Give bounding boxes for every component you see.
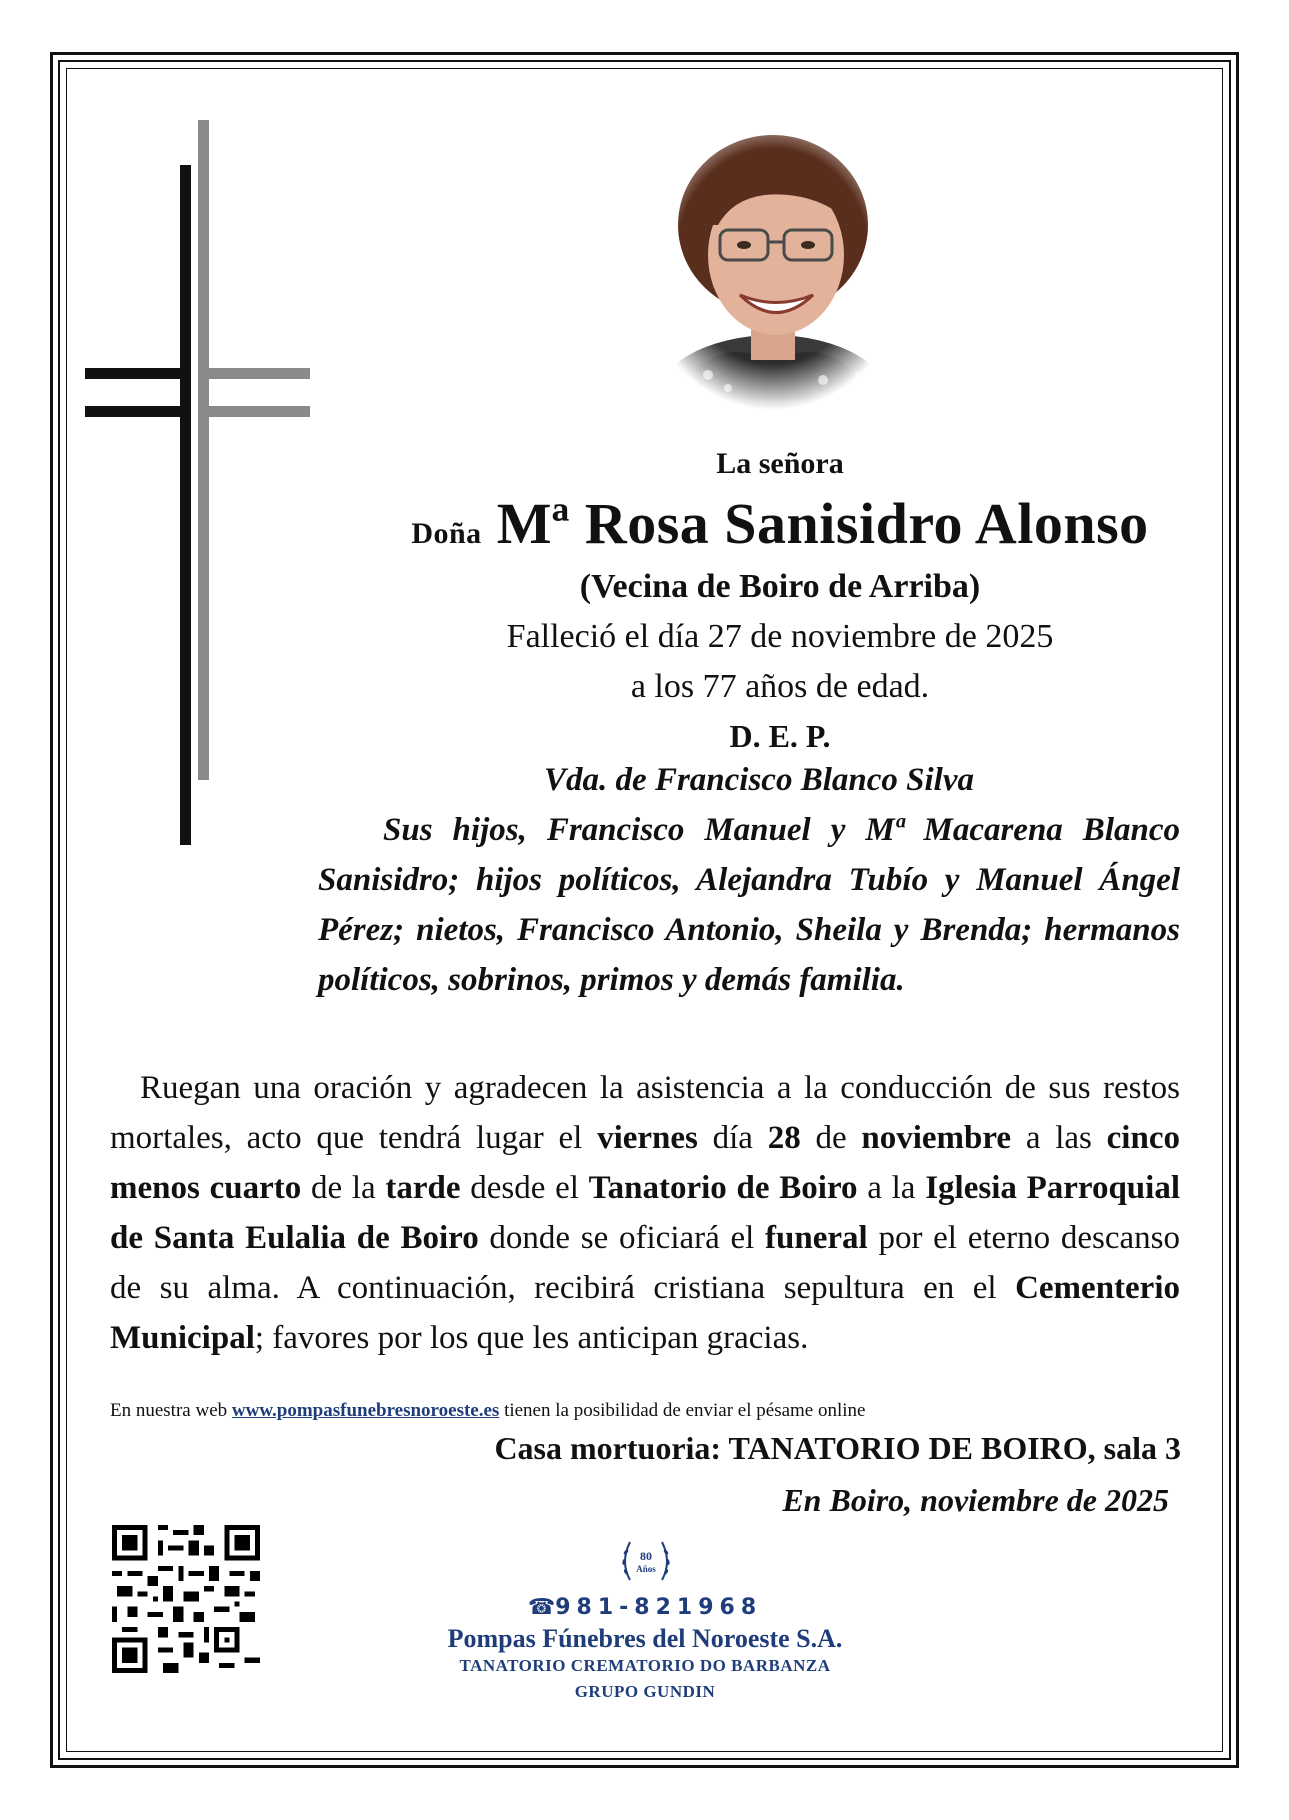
website-link[interactable]: www.pompasfunebresnoroeste.es <box>231 1400 500 1421</box>
group-name: GRUPO GUNDIN <box>574 1682 716 1701</box>
phone-number[interactable]: 981-821968 <box>555 1595 763 1620</box>
family-block <box>318 755 1180 1005</box>
dep-text: D. E. P. <box>729 718 831 754</box>
web-note: En nuestra web www.pompasfunebresnoroeste.es tienen la posibilidad de enviar el pésame online <box>110 1400 866 1421</box>
portrait-photo <box>648 130 898 410</box>
phone-icon: ☎ <box>527 1595 556 1620</box>
deceased-name: Mª Rosa Sanisidro Alonso <box>496 491 1149 556</box>
ceremony-text: Ruegan una oración y agradecen la asistencia a la conducción de sus restos mortales, acto que tendrá lugar el viernes día 28 de noviembre a las cinco menos cuarto de la tarde desde el Tanatorio de Boiro a la Iglesia Parroquial de Santa Eulalia de Boiro donde se oficiará el funeral por el eterno descanso de su alma. A continuación, recibirá cristiana sepultura en el Cementerio Municipal; favores por los que les anticipan gracias. <box>110 1070 1180 1356</box>
age: a los 77 años de edad. <box>630 668 930 705</box>
svg-text:Años: Años <box>636 1564 656 1574</box>
family-text: Sus hijos, Francisco Manuel y Mª Macarena Blanco Sanisidro; hijos políticos, Alejandra Tubío y Manuel Ángel Pérez; nietos, Francisco Antonio, Sheila y Brenda; hermanos políticos, sobrinos, primos y demás familia. <box>318 812 1180 998</box>
mortuary-info: Casa mortuoria: TANATORIO DE BOIRO, sala 3 <box>494 1430 1181 1466</box>
cross-icon <box>85 120 310 850</box>
tanatorio-name: TANATORIO CREMATORIO DO BARBANZA <box>459 1656 831 1675</box>
phone-line <box>430 1595 860 1620</box>
honorific: Doña <box>411 517 482 550</box>
anniversary-badge <box>616 1532 676 1592</box>
deceased-name-line <box>330 490 1230 557</box>
qr-code[interactable] <box>112 1525 260 1673</box>
death-date: Falleció el día 27 de noviembre de 2025 <box>506 618 1054 655</box>
intro-text: La señora <box>716 447 844 480</box>
svg-text:80: 80 <box>640 1549 652 1563</box>
residence: (Vecina de Boiro de Arriba) <box>579 568 981 605</box>
place-date: En Boiro, noviembre de 2025 <box>782 1482 1169 1518</box>
company-name: Pompas Fúnebres del Noroeste S.A. <box>447 1624 843 1653</box>
widow-line: Vda. de Francisco Blanco Silva <box>544 762 974 798</box>
